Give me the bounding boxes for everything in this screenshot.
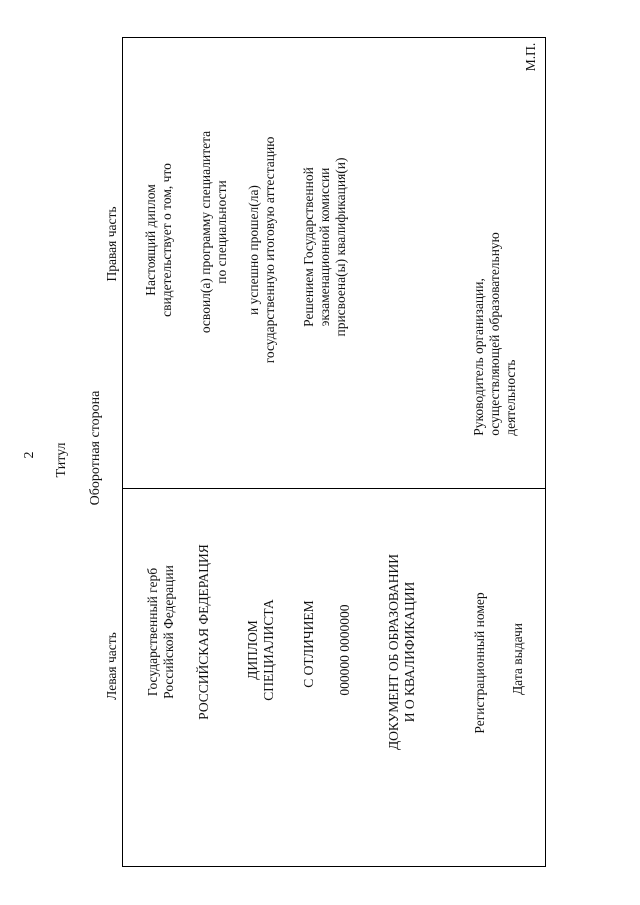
- coat-of-arms-text: Государственный герб Российской Федерации: [145, 565, 176, 699]
- with-honors: С ОТЛИЧИЕМ: [301, 600, 316, 688]
- diploma-title: ДИПЛОМ СПЕЦИАЛИСТА: [245, 599, 276, 701]
- country-name: РОССИЙСКАЯ ФЕДЕРАЦИЯ: [196, 544, 211, 720]
- qualification-decision-text: Решением Государственной экзаменационной комиссии присвоена(ы) квалификация(и): [301, 157, 348, 337]
- registration-number: Регистрационный номер: [472, 592, 487, 734]
- certifies-text: Настоящий диплом свидетельствует о том, что: [143, 163, 174, 317]
- organization-head-text: Руководитель организации, осуществляющей образовательную деятельность: [471, 232, 518, 436]
- document-title: Титул: [54, 442, 69, 478]
- mastered-program-text: освоил(а) программу специалитета по специальности: [198, 130, 229, 334]
- issue-date: Дата выдачи: [510, 622, 525, 696]
- right-part-header: Правая часть: [104, 206, 119, 282]
- diploma-number: 000000 0000000: [337, 604, 352, 696]
- divider: [123, 488, 545, 489]
- stamp-place: М.П.: [523, 42, 538, 72]
- document-side: Оборотная сторона: [88, 390, 103, 506]
- page-number: 2: [22, 451, 37, 459]
- document-type: ДОКУМЕНТ ОБ ОБРАЗОВАНИИ И О КВАЛИФИКАЦИИ: [386, 553, 417, 751]
- left-part-header: Левая часть: [104, 632, 119, 700]
- attestation-text: и успешно прошел(ла) государственную итоговую аттестацию: [246, 136, 277, 364]
